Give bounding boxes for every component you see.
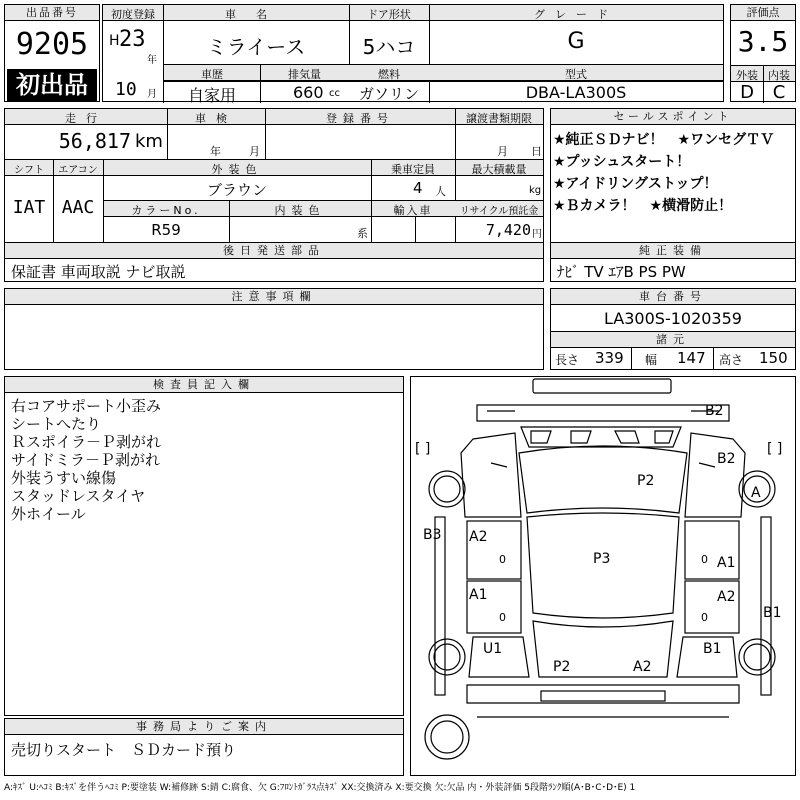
reg-no-label: 登録番号 <box>326 112 394 125</box>
lot-number: 9205 <box>15 27 89 62</box>
score-label: 評価点 <box>731 5 795 21</box>
inspector-label: 検査員記入欄 <box>5 377 403 393</box>
year-unit: 年 <box>147 55 157 66</box>
inspection-year-unit: 年 <box>210 145 221 158</box>
interior-color-unit: 系 <box>357 227 368 240</box>
grade-label: グレード <box>534 8 618 21</box>
damage-mark: B1 <box>703 641 722 657</box>
era-prefix: H <box>109 33 120 49</box>
model-code: DBA-LA300S <box>525 83 627 102</box>
damage-mark: P2 <box>553 659 571 675</box>
capacity-unit: 人 <box>435 185 446 198</box>
import-label: 輸入車 <box>393 204 433 217</box>
load-label: 最大積載量 <box>471 163 527 176</box>
damage-mark: A <box>751 485 761 501</box>
first-reg-year: 23 <box>119 27 146 52</box>
damage-mark: A2 <box>633 659 652 675</box>
transfer-label: 譲渡書類期限 <box>466 112 532 125</box>
legend: A:ｷｽﾞ U:ﾍｺﾐ B:ｷｽﾞを伴うﾍｺﾐ P:要塗装 W:補修跡 S:錆 C:腐食、欠 G:ﾌﾛﾝﾄｶﾞﾗｽ点ｷｽﾞ XX:交換済み X:要交換 欠:欠品 内・外装評価 5段階ﾗﾝｸ順(A･B･C･D･E) 1 <box>4 783 636 793</box>
ac: AAC <box>61 197 95 218</box>
model-label: 型式 <box>565 68 587 81</box>
fuel-label: 燃料 <box>378 68 400 81</box>
capacity-label: 乗車定員 <box>391 163 435 176</box>
damage-mark: B2 <box>705 403 724 419</box>
sales-point-line: ★プッシュスタート！ <box>553 154 691 170</box>
car-name-label: 車名 <box>225 8 287 21</box>
lot-number-label: 出品番号 <box>5 5 99 21</box>
sales-point-line: ★Ｂカメラ！ ★横滑防止！ <box>553 198 733 214</box>
interior-label: 内装 <box>768 69 790 82</box>
mileage-unit: km <box>135 131 163 152</box>
damage-mark: P2 <box>637 473 655 489</box>
damage-mark: 0 <box>499 553 506 566</box>
width-label: 幅 <box>645 353 658 367</box>
office-message: 売切りスタート ＳＤカード預り <box>11 741 237 759</box>
damage-mark: 0 <box>499 611 506 624</box>
color-no-label: カラーNo. <box>131 204 201 217</box>
bracket-right: [ ] <box>767 441 783 457</box>
damage-mark: A2 <box>469 529 488 545</box>
damage-diagram-box <box>410 376 796 776</box>
length: 339 <box>595 349 624 367</box>
damage-mark: U1 <box>483 641 503 657</box>
door-label: ドア形状 <box>367 8 411 21</box>
transfer-month-unit: 月 <box>497 145 508 158</box>
inspector-note: サイドミラ－Ｐ剥がれ <box>11 451 160 469</box>
office-box <box>4 718 404 776</box>
dims-label: 諸元 <box>551 332 795 348</box>
equipment-label: 純正装備 <box>551 243 795 259</box>
damage-mark: 0 <box>701 611 708 624</box>
inspector-note: シートへたり <box>11 415 102 433</box>
later-parts: 保証書 車両取説 ナビ取説 <box>11 263 186 281</box>
damage-mark: B2 <box>717 451 736 467</box>
car-name: ミライース <box>206 35 306 59</box>
inspector-note: 外装うすい線傷 <box>11 469 117 487</box>
inspection-month-unit: 月 <box>249 145 260 158</box>
sales-points-label: セールスポイント <box>551 109 795 125</box>
height: 150 <box>759 349 788 367</box>
recycle-label: リサイクル預託金 <box>459 206 539 217</box>
first-reg-month: 10 <box>115 79 137 100</box>
chassis-box <box>550 288 796 370</box>
notes-box <box>4 288 544 370</box>
recycle-fee: 7,420 <box>485 221 531 239</box>
damage-mark: A1 <box>717 555 736 571</box>
displacement: 660 <box>293 83 324 102</box>
standard-equipment: ﾅﾋﾞ TV ｴｱB PS PW <box>557 263 686 281</box>
mileage-label: 走行 <box>65 112 107 125</box>
door-type: 5ハコ <box>362 35 416 59</box>
shift: IAT <box>12 197 46 218</box>
inspector-note: スタッドレスタイヤ <box>11 487 146 505</box>
history-label: 車歴 <box>201 68 223 81</box>
chassis-number: LA300S-1020359 <box>604 309 742 328</box>
grade: G <box>567 29 585 54</box>
recycle-unit: 円 <box>532 229 542 240</box>
inspector-note: Ｒスポイラ－Ｐ剥がれ <box>11 433 162 451</box>
vehicle-history: 自家用 <box>187 86 236 105</box>
sales-points-box <box>550 108 796 282</box>
later-parts-label: 後日発送部品 <box>5 243 543 259</box>
header-main-box <box>102 4 724 105</box>
spec-box <box>4 108 544 282</box>
chassis-label: 車台番号 <box>551 289 795 305</box>
first-reg-label: 初度登録 <box>111 8 155 21</box>
color-label: 外装色 <box>211 163 263 176</box>
exterior-label: 外装 <box>736 69 758 82</box>
width: 147 <box>677 349 706 367</box>
exterior-color: ブラウン <box>206 181 267 199</box>
interior-grade: C <box>772 82 786 103</box>
length-label: 長さ <box>555 353 580 367</box>
damage-mark: B3 <box>423 527 442 543</box>
fuel: ガソリン <box>358 85 419 103</box>
transfer-day-unit: 日 <box>531 145 542 158</box>
load-unit: kg <box>529 185 542 196</box>
color-number: R59 <box>151 221 181 239</box>
lot-number-box <box>4 4 100 102</box>
capacity: 4 <box>413 179 423 197</box>
car-damage-diagram <box>411 377 795 775</box>
damage-mark: P3 <box>593 551 611 567</box>
displacement-unit: cc <box>329 88 340 99</box>
inspector-box <box>4 376 404 716</box>
office-label: 事務局よりご案内 <box>5 719 403 735</box>
ac-label: エアコン <box>58 165 98 176</box>
displacement-label: 排気量 <box>288 68 321 81</box>
mileage: 56,817 <box>58 129 131 153</box>
sales-point-line: ★純正ＳＤナビ！ ★ワンセグＴＶ <box>553 132 775 148</box>
height-label: 高さ <box>719 353 744 367</box>
bracket-left: [ ] <box>415 441 431 457</box>
notes-label: 注意事項欄 <box>5 289 543 305</box>
inspection-label: 車検 <box>195 112 237 125</box>
shift-label: シフト <box>14 165 44 176</box>
inspector-note: 右コアサポート小歪み <box>11 397 162 415</box>
inspector-note: 外ホイール <box>11 505 86 523</box>
score: 3.5 <box>737 25 789 58</box>
damage-mark: B1 <box>763 605 782 621</box>
damage-mark: A1 <box>469 587 488 603</box>
interior-color-label: 内装色 <box>274 204 326 217</box>
exterior-grade: D <box>740 82 754 103</box>
damage-mark: 0 <box>701 553 708 566</box>
score-box <box>730 4 796 102</box>
sales-point-line: ★アイドリングストップ！ <box>553 176 718 192</box>
first-listing-badge: 初出品 <box>7 69 97 101</box>
damage-mark: A2 <box>717 589 736 605</box>
month-unit: 月 <box>147 89 157 100</box>
